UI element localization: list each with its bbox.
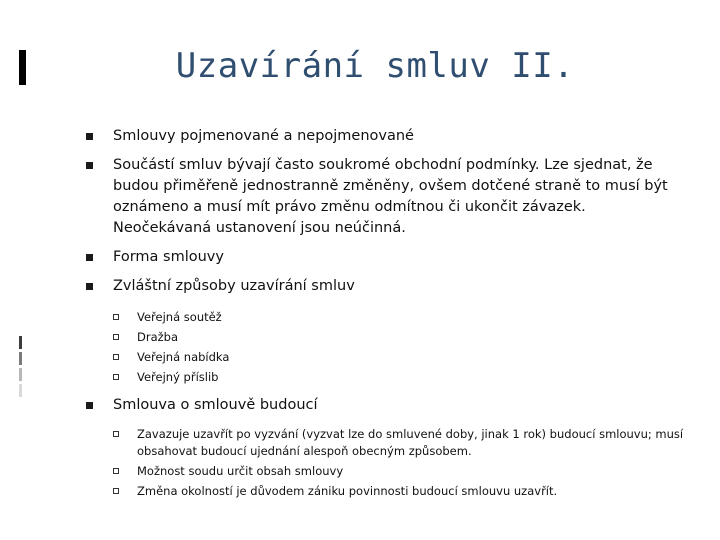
list-item-text: Smlouvy pojmenované a nepojmenované (113, 128, 414, 144)
list-item (86, 126, 686, 147)
sub-list-item (86, 327, 686, 347)
accent-line-3 (19, 368, 22, 381)
accent-line-1 (19, 336, 22, 349)
sub-list-item-text: Veřejná nabídka (137, 350, 230, 364)
sub-list-item-text: Veřejná soutěž (137, 310, 222, 324)
square-bullet-icon (86, 402, 93, 409)
sub-list (86, 307, 686, 387)
sub-list (86, 426, 686, 500)
list-item-text: Zvláštní způsoby uzavírání smluv (113, 278, 355, 294)
list-item-text: Forma smlouvy (113, 249, 224, 265)
square-bullet-icon (86, 283, 93, 290)
hollow-square-bullet-icon (113, 314, 119, 320)
list-item (86, 155, 686, 239)
sub-list-item-text: Veřejný příslib (137, 370, 219, 384)
sub-list-item-text: Změna okolností je důvodem zániku povinnosti budoucí smlouvu uzavřít. (137, 484, 558, 498)
sub-list-item (86, 347, 686, 367)
sub-list-item (86, 463, 686, 480)
sub-list-item (86, 483, 686, 500)
sub-list-item-text: Zavazuje uzavřít po vyzvání (vyzvat lze do smluvené doby, jinak 1 rok) budoucí smlouvu; musí obsahovat budoucí ujednání alespoň obecným způsobem. (137, 427, 684, 458)
list-item-text: Součástí smluv bývají často soukromé obchodní podmínky. Lze sjednat, že budou přiměřeně jednostranně změněny, ovšem dotčené straně to musí být oznámeno a musí mít právo změnu odmítnou či ukončit závazek. Neočekávaná ustanovení jsou neúčinná. (113, 157, 668, 236)
sub-list-item (86, 426, 686, 460)
list-item (86, 395, 686, 416)
hollow-square-bullet-icon (113, 468, 119, 474)
slide-content (86, 126, 686, 508)
list-item (86, 247, 686, 268)
sub-list-item-text: Možnost soudu určit obsah smlouvy (137, 464, 344, 478)
sub-list-item (86, 307, 686, 327)
hollow-square-bullet-icon (113, 354, 119, 360)
sub-list-item (86, 367, 686, 387)
list-item (86, 276, 686, 297)
accent-line-4 (19, 384, 22, 397)
list-item-text: Smlouva o smlouvě budoucí (113, 397, 318, 413)
square-bullet-icon (86, 133, 93, 140)
sub-list-item-text: Dražba (137, 330, 179, 344)
slide-title: Uzavírání smluv II. (175, 46, 575, 86)
accent-line-2 (19, 352, 22, 365)
hollow-square-bullet-icon (113, 431, 119, 437)
hollow-square-bullet-icon (113, 374, 119, 380)
hollow-square-bullet-icon (113, 334, 119, 340)
square-bullet-icon (86, 254, 93, 261)
square-bullet-icon (86, 162, 93, 169)
hollow-square-bullet-icon (113, 488, 119, 494)
